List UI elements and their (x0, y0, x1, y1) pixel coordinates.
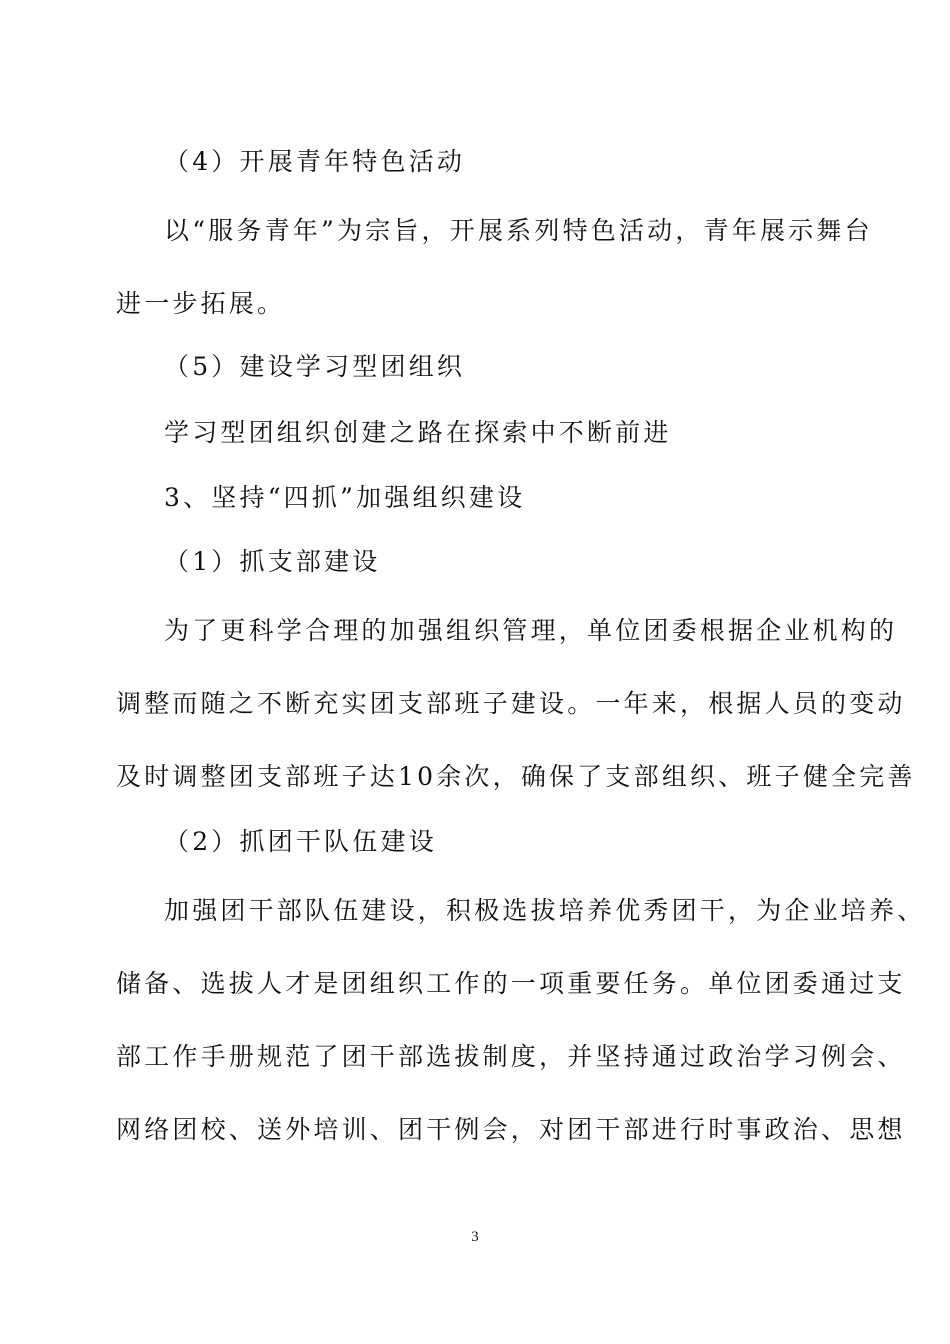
paragraph-line: 以“服务青年”为宗旨，开展系列特色活动，青年展示舞台 (164, 216, 873, 245)
subheading-1: （1）抓支部建设 (164, 547, 381, 576)
paragraph-line: 网络团校、送外培训、团干例会，对团干部进行时事政治、思想 (116, 1115, 906, 1144)
paragraph-line: 部工作手册规范了团干部选拔制度，并坚持通过政治学习例会、 (116, 1042, 906, 1071)
subheading-2: （2）抓团干队伍建设 (164, 827, 437, 856)
paragraph-line: 储备、选拔人才是团组织工作的一项重要任务。单位团委通过支 (116, 969, 906, 998)
page-number: 3 (471, 1229, 479, 1245)
subheading-4: （4）开展青年特色活动 (164, 147, 466, 176)
subheading-5: （5）建设学习型团组织 (164, 352, 466, 381)
paragraph-line: 为了更科学合理的加强组织管理，单位团委根据企业机构的 (164, 616, 898, 645)
paragraph-line: 学习型团组织创建之路在探索中不断前进 (164, 418, 672, 447)
section-heading-3: 3、坚持“四抓”加强组织建设 (164, 483, 526, 512)
paragraph-line: 及时调整团支部班子达10余次，确保了支部组织、班子健全完善 (116, 762, 916, 791)
paragraph-line: 加强团干部队伍建设，积极选拔培养优秀团干，为企业培养、 (164, 896, 926, 925)
paragraph-line: 进一步拓展。 (116, 289, 286, 318)
paragraph-line: 调整而随之不断充实团支部班子建设。一年来，根据人员的变动 (116, 689, 906, 718)
